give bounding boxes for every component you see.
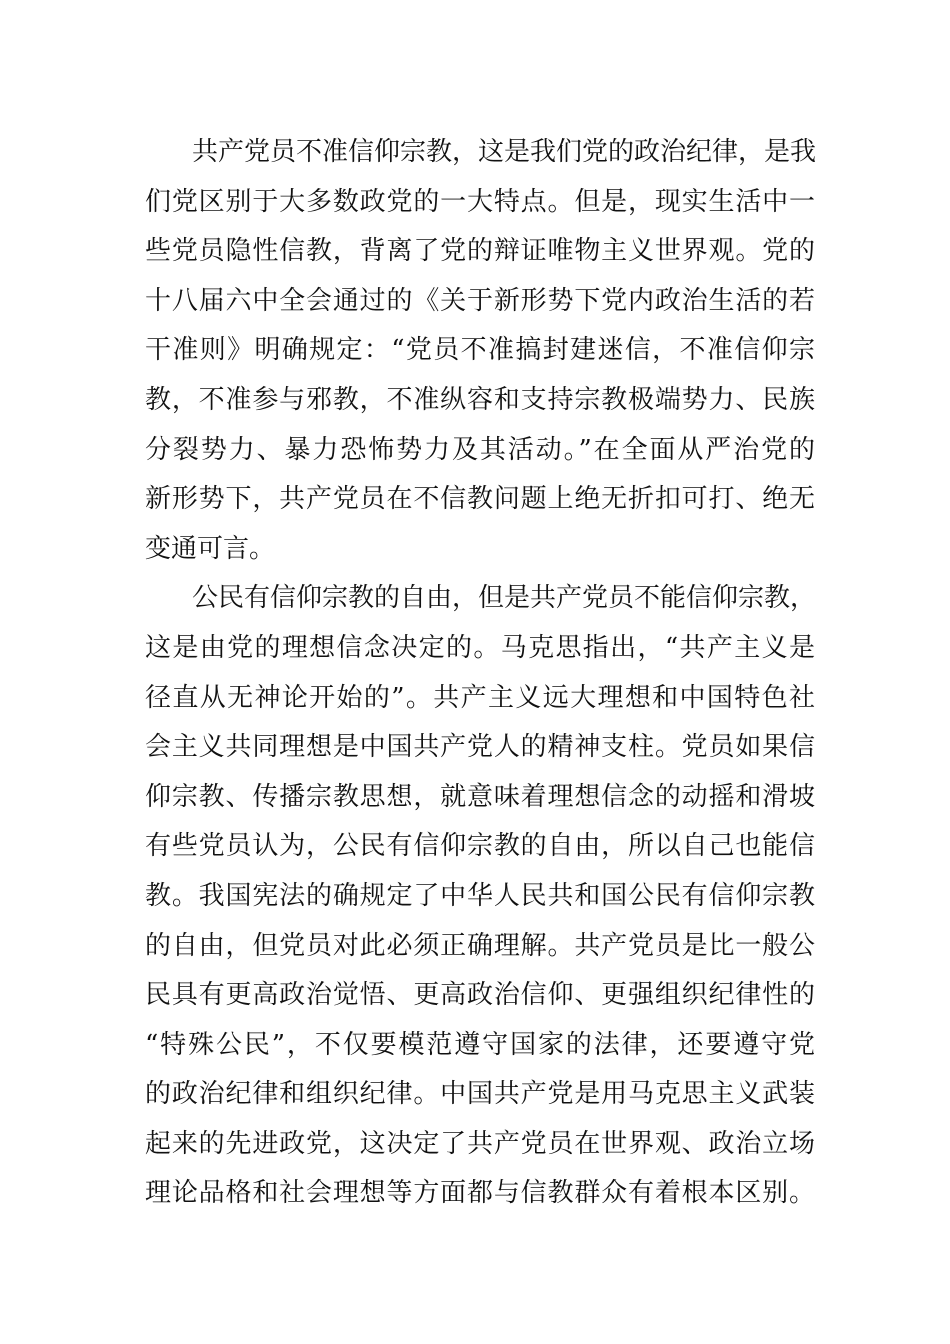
text-line: 理论品格和社会理想等方面都与信教群众有着根本区别。	[145, 1178, 815, 1209]
text-line: 十八届六中全会通过的《关于新形势下党内政治生活的若	[145, 285, 815, 316]
text-line: 公民有信仰宗教的自由，但是共产党员不能信仰宗教，	[192, 583, 817, 614]
paragraph-1	[145, 128, 815, 574]
text-line: 变通可言。	[145, 533, 276, 564]
text-line: 们党区别于大多数政党的一大特点。但是，现实生活中一	[145, 186, 815, 217]
text-line: 教，不准参与邪教，不准纵容和支持宗教极端势力、民族	[145, 384, 815, 415]
text-line: 新形势下，共产党员在不信教问题上绝无折扣可打、绝无	[145, 484, 815, 515]
text-line: 些党员隐性信教，背离了党的辩证唯物主义世界观。党的	[145, 236, 815, 267]
text-line: 干准则》明确规定：“党员不准搞封建迷信，不准信仰宗	[145, 335, 815, 366]
paragraph-2	[145, 574, 815, 1219]
text-line: 教。我国宪法的确规定了中华人民共和国公民有信仰宗教	[145, 880, 815, 911]
document-body	[145, 128, 815, 1219]
text-line: “特殊公民”，不仅要模范遵守国家的法律，还要遵守党	[145, 1029, 815, 1060]
text-line: 径直从无神论开始的”。共产主义远大理想和中国特色社	[145, 682, 815, 713]
text-line: 有些党员认为，公民有信仰宗教的自由，所以自己也能信	[145, 831, 815, 862]
text-line: 的政治纪律和组织纪律。中国共产党是用马克思主义武装	[145, 1079, 815, 1110]
text-line: 仰宗教、传播宗教思想，就意味着理想信念的动摇和滑坡	[145, 781, 815, 812]
text-line: 的自由，但党员对此必须正确理解。共产党员是比一般公	[145, 930, 815, 961]
text-line: 民具有更高政治觉悟、更高政治信仰、更强组织纪律性的	[145, 980, 815, 1011]
text-line: 这是由党的理想信念决定的。马克思指出，“共产主义是	[145, 632, 815, 663]
text-line: 起来的先进政党，这决定了共产党员在世界观、政治立场	[145, 1128, 815, 1159]
text-line: 会主义共同理想是中国共产党人的精神支柱。党员如果信	[145, 732, 815, 763]
text-line: 共产党员不准信仰宗教，这是我们党的政治纪律，是我	[192, 137, 817, 167]
text-line: 分裂势力、暴力恐怖势力及其活动。”在全面从严治党的	[145, 434, 815, 465]
